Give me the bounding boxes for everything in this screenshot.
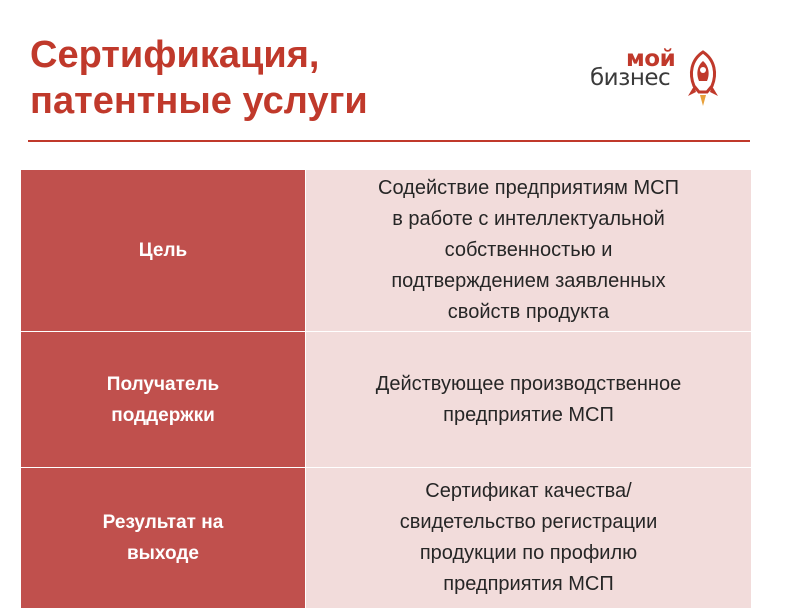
row-label: Цель	[138, 240, 188, 261]
table-row-result	[21, 468, 752, 609]
row-value-cell	[306, 170, 752, 332]
rocket-pin-icon	[685, 50, 721, 110]
page-title	[30, 32, 368, 124]
row-label-cell	[21, 170, 306, 332]
info-table	[20, 169, 752, 609]
title-line-2: патентные услуги	[30, 80, 368, 122]
row-label: Получатель поддержки	[106, 373, 220, 426]
row-value: Содействие предприятиям МСП в работе с интеллектуальной собственностью и подтверждением заявленных свойств продукта	[378, 177, 679, 323]
row-value: Действующее производственное предприятие МСП	[375, 372, 682, 426]
moy-biznes-logo	[590, 46, 730, 112]
row-label: Результат на выходе	[102, 512, 224, 564]
title-divider	[28, 140, 750, 142]
table-row-recipient	[21, 332, 752, 468]
row-label-cell	[21, 332, 306, 468]
row-value-cell	[306, 332, 752, 468]
row-value: Сертификат качества/ свидетельство регистрации продукции по профилю предприятия МСП	[399, 480, 658, 595]
logo-word-biznes: бизнес	[590, 65, 671, 91]
logo-word-moy: мой	[626, 46, 676, 72]
logo-wordmark	[590, 46, 676, 91]
row-value-cell	[306, 468, 752, 609]
row-label-cell	[21, 468, 306, 609]
title-line-1: Сертификация,	[30, 34, 320, 76]
table-row-goal	[21, 170, 752, 332]
